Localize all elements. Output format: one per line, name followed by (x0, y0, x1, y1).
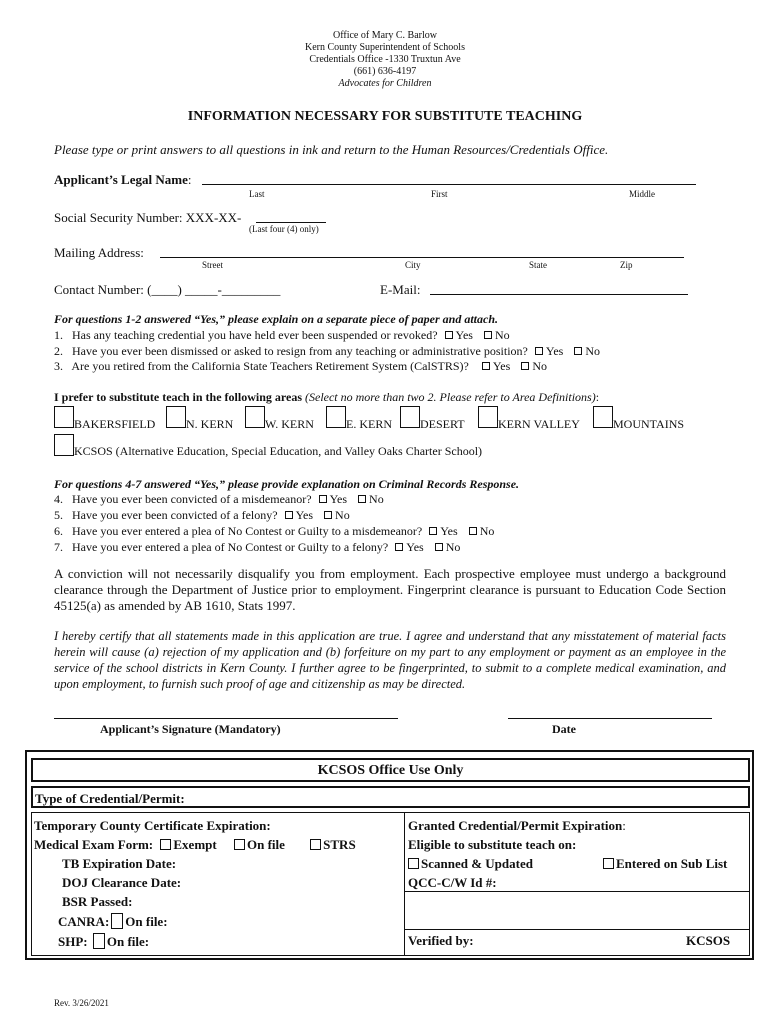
area-nkern-label: N. KERN (186, 417, 234, 431)
office-phone: (661) 636-4197 (353, 66, 417, 77)
q7-text: Have you ever entered a plea of No Contest or Guilty to a felony? (72, 540, 389, 554)
granted-label: Granted Credential/Permit Expiration (408, 818, 623, 833)
area-desert-checkbox[interactable] (400, 406, 420, 428)
tb-expiration-label: TB Expiration Date: (62, 856, 177, 871)
q1-num: 1. (54, 328, 63, 342)
q3-no-label: No (532, 359, 547, 373)
areas-colon: : (595, 390, 600, 404)
canra-row (58, 913, 168, 929)
onfile-checkbox[interactable] (234, 839, 245, 850)
legal-name-field[interactable] (202, 184, 696, 185)
q5-yes-label: Yes (295, 508, 314, 522)
canra-onfile-label: On file: (125, 914, 168, 929)
q5-num: 5. (54, 508, 63, 522)
bsr-passed-label: BSR Passed: (62, 894, 133, 909)
entered-checkbox[interactable] (603, 858, 614, 869)
area-ekern-checkbox[interactable] (326, 406, 346, 428)
office-org: Kern County Superintendent of Schools (305, 42, 465, 53)
revision-date: Rev. 3/26/2021 (54, 998, 109, 1008)
q7-no-label: No (445, 540, 461, 554)
strs-label: STRS (323, 837, 356, 852)
question-7 (54, 540, 460, 554)
q3-yes-checkbox[interactable] (482, 362, 490, 370)
onfile-label: On file (246, 837, 285, 852)
entered-label: Entered on Sub List (616, 856, 728, 871)
conviction-paragraph: A conviction will not necessarily disqualify you from employment. Each prospective employee must undergo a background clearance through the Department of Justice prior to employment. Fingerprint clearance is pursuant to Education Code Section 45125(a) as amended by AB 1610, Stats 1997. (54, 566, 726, 613)
signature-line[interactable] (54, 718, 398, 719)
q3-text: Are you retired from the California State Teachers Retirement System (CalSTRS)? (71, 359, 469, 373)
ssn-field[interactable] (256, 222, 326, 223)
q2-no-label: No (585, 344, 601, 358)
addr-sub-zip: Zip (620, 260, 633, 270)
q7-yes-label: Yes (406, 540, 424, 554)
area-bakersfield-label: BAKERSFIELD (74, 417, 156, 431)
medical-exam-label: Medical Exam Form: (34, 837, 154, 852)
signature-label: Applicant’s Signature (Mandatory) (100, 722, 281, 736)
email-label: E-Mail: (380, 282, 421, 297)
credential-type-row[interactable] (31, 786, 750, 808)
q7-num: 7. (54, 540, 63, 554)
scanned-checkbox[interactable] (408, 858, 419, 869)
q4-7-intro: For questions 4-7 answered “Yes,” please provide explanation on Criminal Records Response. (54, 477, 520, 491)
canra-checkbox[interactable] (111, 913, 123, 929)
addr-sub-state: State (529, 260, 547, 270)
q5-yes-checkbox[interactable] (285, 511, 293, 519)
q7-no-checkbox[interactable] (435, 543, 443, 551)
q2-yes-checkbox[interactable] (535, 347, 543, 355)
legal-name-colon: : (187, 172, 192, 187)
office-grid-hline-1 (404, 891, 749, 892)
ssn-label: Social Security Number: XXX-XX- (54, 210, 242, 225)
qcc-label: QCC-C/W Id #: (408, 875, 497, 890)
q6-num: 6. (54, 524, 63, 538)
area-mountains-checkbox[interactable] (593, 406, 613, 428)
q3-yes-label: Yes (492, 359, 511, 373)
addr-sub-street: Street (202, 260, 223, 270)
office-address: Credentials Office -1330 Truxtun Ave (309, 54, 461, 65)
addr-sub-city: City (405, 260, 421, 270)
exempt-checkbox[interactable] (160, 839, 171, 850)
q3-no-checkbox[interactable] (521, 362, 529, 370)
q6-no-label: No (479, 524, 495, 538)
area-bakersfield-checkbox[interactable] (54, 406, 74, 428)
area-mountains-label: MOUNTAINS (613, 417, 685, 431)
exempt-label: Exempt (173, 837, 217, 852)
q2-text: Have you ever been dismissed or asked to resign from any teaching or administrative position? (72, 344, 528, 358)
area-kernvalley-label: KERN VALLEY (498, 417, 580, 431)
office-title-row (31, 758, 750, 782)
question-5 (54, 508, 350, 522)
temp-cert-label: Temporary County Certificate Expiration: (34, 818, 271, 833)
credential-type-label: Type of Credential/Permit: (35, 791, 185, 806)
strs-checkbox[interactable] (310, 839, 321, 850)
areas-label: I prefer to substitute teach in the following areas (54, 390, 302, 404)
areas-note: (Select no more than two 2. Please refer to Area Definitions) (305, 390, 596, 404)
q2-num: 2. (54, 344, 63, 358)
q2-no-checkbox[interactable] (574, 347, 582, 355)
scanned-row (408, 856, 533, 871)
q1-2-intro: For questions 1-2 answered “Yes,” please explain on a separate piece of paper and attach. (54, 312, 498, 326)
q1-yes-label: Yes (455, 328, 473, 342)
area-kcsos-checkbox[interactable] (54, 434, 74, 456)
certify-paragraph: I hereby certify that all statements made in this application are true. I agree and understand that any misstatement of material facts herein will cause (a) rejection of my application and (b) forfeiture on my part to any employment or payment as an employee in the service of the school districts in Kern County. I further agree to be fingerprinted, to submit to a complete medical examination, and upon employment, to furnish such proof of age and citizenship as may be directed. (54, 629, 726, 691)
office-name: Office of Mary C. Barlow (333, 30, 437, 41)
q6-text: Have you ever entered a plea of No Contest or Guilty to a misdemeanor? (72, 524, 423, 538)
name-sub-middle: Middle (629, 189, 655, 199)
q1-text: Has any teaching credential you have held ever been suspended or revoked? (72, 328, 438, 342)
q3-num: 3. (54, 359, 63, 373)
verified-label: Verified by: (408, 933, 474, 948)
area-kcsos-label: KCSOS (Alternative Education, Special Education, and Valley Oaks Charter School) (74, 444, 483, 458)
shp-label: SHP: (58, 934, 88, 949)
area-ekern-label: E. KERN (346, 417, 392, 431)
date-line[interactable] (508, 718, 712, 719)
area-kernvalley-checkbox[interactable] (478, 406, 498, 428)
question-2 (54, 344, 600, 358)
q4-no-checkbox[interactable] (358, 495, 366, 503)
mailing-label: Mailing Address: (54, 245, 144, 260)
areas-heading (54, 390, 599, 404)
area-nkern-checkbox[interactable] (166, 406, 186, 428)
canra-label: CANRA: (58, 914, 110, 929)
form-title: INFORMATION NECESSARY FOR SUBSTITUTE TEACHING (187, 109, 583, 124)
area-desert-label: DESERT (420, 417, 465, 431)
scanned-label: Scanned & Updated (421, 856, 533, 871)
legal-name-row (54, 172, 191, 187)
office-grid (31, 812, 750, 956)
q5-no-checkbox[interactable] (324, 511, 332, 519)
q4-yes-label: Yes (329, 492, 348, 506)
kcsos-verified-label: KCSOS (686, 933, 731, 948)
q6-yes-checkbox[interactable] (429, 527, 437, 535)
name-sub-last: Last (249, 189, 265, 199)
q5-text: Have you ever been convicted of a felony? (72, 508, 278, 522)
instructions: Please type or print answers to all questions in ink and return to the Human Resources/Credentials Office. (54, 142, 609, 157)
eligible-label: Eligible to substitute teach on: (408, 837, 577, 852)
granted-row (408, 818, 626, 833)
q6-yes-label: Yes (440, 524, 458, 538)
q4-no-label: No (369, 492, 384, 506)
ssn-note: (Last four (4) only) (249, 224, 319, 234)
q2-yes-label: Yes (545, 344, 564, 358)
q7-yes-checkbox[interactable] (395, 543, 403, 551)
shp-checkbox[interactable] (93, 933, 105, 949)
question-4 (54, 492, 384, 506)
office-grid-hline-2 (404, 929, 749, 930)
q5-no-label: No (335, 508, 350, 522)
shp-row (58, 933, 149, 949)
question-6 (54, 524, 494, 538)
office-tagline: Advocates for Children (338, 78, 432, 89)
granted-colon: : (622, 818, 626, 833)
q4-num: 4. (54, 492, 63, 506)
office-grid-divider (404, 813, 405, 955)
shp-onfile-label: On file: (106, 934, 150, 949)
office-use-section (25, 750, 754, 960)
doj-clearance-label: DOJ Clearance Date: (62, 875, 182, 890)
name-sub-first: First (431, 189, 448, 199)
q4-text: Have you ever been convicted of a misdemeanor? (72, 492, 312, 506)
entered-row (603, 856, 727, 871)
q4-yes-checkbox[interactable] (319, 495, 327, 503)
q1-no-label: No (494, 328, 510, 342)
office-title: KCSOS Office Use Only (317, 763, 464, 778)
medical-exam-row (34, 837, 356, 852)
area-wkern-label: W. KERN (265, 417, 314, 431)
legal-name-label: Applicant’s Legal Name (54, 172, 188, 187)
q1-no-checkbox[interactable] (484, 331, 492, 339)
date-label: Date (552, 722, 576, 736)
q6-no-checkbox[interactable] (469, 527, 477, 535)
q1-yes-checkbox[interactable] (445, 331, 453, 339)
area-wkern-checkbox[interactable] (245, 406, 265, 428)
email-field[interactable] (430, 294, 688, 295)
question-3 (54, 359, 547, 373)
mailing-field[interactable] (160, 257, 684, 258)
contact-label: Contact Number: (____) _____-_________ (54, 282, 281, 297)
question-1 (54, 328, 510, 342)
